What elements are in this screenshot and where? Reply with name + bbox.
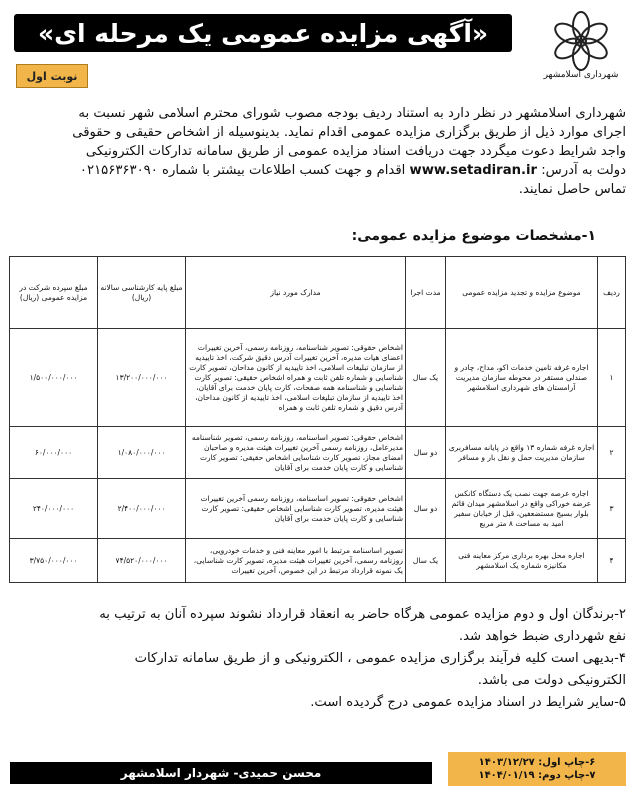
table-row bbox=[10, 329, 626, 427]
col-header-docs: مدارک مورد نیاز bbox=[186, 257, 406, 329]
col-header-deposit: مبلغ سپرده شرکت در مزایده عمومی (ریال) bbox=[10, 257, 98, 329]
municipality-logo bbox=[536, 8, 626, 92]
cell-base-price: ۲/۴۰۰/۰۰۰/۰۰۰ bbox=[98, 479, 186, 539]
table-row bbox=[10, 539, 626, 583]
cell-base-price: ۱۳/۲۰۰/۰۰۰/۰۰۰ bbox=[98, 329, 186, 427]
intro-line-address bbox=[10, 161, 626, 180]
cell-docs: اشخاص حقوقی: تصویر اساسنامه، روزنامه رسمی آخرین تغییرات هیئت مدیره، تصویر کارت شناسایی اشخاص حقیقی: تصویر کارت شناسایی و کارت پایان خدمت برای آقایان bbox=[186, 479, 406, 539]
intro-paragraph bbox=[10, 104, 626, 199]
intro-line: اجرای موارد ذیل از طریق برگزاری مزایده عمومی اقدام نماید. بدینوسیله از اشخاص حقیقی و حقوقی bbox=[72, 125, 626, 140]
cell-docs: تصویر اساسنامه مرتبط با امور معاینه فنی و خدمات خودرویی، روزنامه رسمی، آخرین تغییرات هیئت مدیره، تصویر کارت شناسایی، یک نمونه قرارداد مرتبط در این خصوص، آخرین تغییرات bbox=[186, 539, 406, 583]
col-header-duration: مدت اجرا bbox=[406, 257, 446, 329]
mayor-signature: محسن حمیدی- شهردار اسلامشهر bbox=[10, 762, 432, 784]
cell-row-no: ۱ bbox=[598, 329, 626, 427]
intro-line: شهرداری اسلامشهر در نظر دارد به استناد ردیف بودجه مصوب شورای محترم اسلامی شهر نسبت به bbox=[78, 106, 626, 121]
cell-subject: اجاره محل بهره برداری مرکز معاینه فنی مکانیزه شماره یک اسلامشهر bbox=[446, 539, 598, 583]
header bbox=[6, 6, 630, 94]
cell-docs: اشخاص حقوقی: تصویر شناسنامه، روزنامه رسمی، آخرین تغییرات اعضای هیات مدیره، آخرین تغییرات آدرس دقیق شرکت، اخذ تاییدیه از سازمان تبلیغات اسلامی، اخذ تاییدیه از کانون مداحان، تصویر کارت شناسایی و شماره تلفن ثابت و همراه اشخاص حقیقی: تصویر کارت شناسایی و شناسنامه همه صفحات، کارت پایان خدمت برای آقایان، اخذ تاییدیه از سازمان تبلیغات اسلامی، اخذ تاییدیه از کانون مداحان، آدرس دقیق و شماره تلفن ثابت و همراه bbox=[186, 329, 406, 427]
notes-section bbox=[10, 604, 626, 714]
col-header-base-price: مبلغ پایه کارشناسی سالانه (ریال) bbox=[98, 257, 186, 329]
note-line: ۵-سایر شرایط در اسناد مزایده عمومی درج گردیده است. bbox=[310, 695, 626, 710]
intro-text: اقدام و جهت کسب اطلاعات بیشتر با شماره bbox=[162, 163, 406, 178]
logo-text: شهرداری اسلامشهر bbox=[543, 70, 619, 80]
intro-line: واجد شرایط دعوت میگردد جهت دریافت اسناد مزایده عمومی از طریق سامانه تدارکات الکترونیکی bbox=[85, 144, 626, 159]
cell-duration: یک سال bbox=[406, 329, 446, 427]
col-header-row-no: ردیف bbox=[598, 257, 626, 329]
cell-deposit: ۱/۵۰۰/۰۰۰/۰۰۰ bbox=[10, 329, 98, 427]
cell-docs: اشخاص حقوقی: تصویر اساسنامه، روزنامه رسمی، تصویر شناسنامه مدیرعامل، روزنامه رسمی آخرین تغییرات هیئت مدیره و صاحبان امضای مجاز، تصویر کارت شناسایی اشخاص حقیقی: تصویر کارت شناسایی و کارت پایان خدمت برای آقایان bbox=[186, 427, 406, 479]
cell-duration: یک سال bbox=[406, 539, 446, 583]
auction-table bbox=[9, 256, 626, 583]
auction-table-wrap bbox=[10, 256, 626, 583]
table-header-row bbox=[10, 257, 626, 329]
flower-logo-icon bbox=[546, 8, 616, 74]
col-header-subject: موضوع مزایده و تجدید مزایده عمومی bbox=[446, 257, 598, 329]
round-badge: نوبت اول bbox=[16, 64, 88, 88]
intro-text: دولت به آدرس: bbox=[541, 163, 626, 178]
cell-row-no: ۳ bbox=[598, 479, 626, 539]
section-title: ۱-مشخصات موضوع مزایده عمومی: bbox=[351, 228, 596, 244]
cell-duration: دو سال bbox=[406, 427, 446, 479]
setad-url-link[interactable]: www.setadiran.ir bbox=[409, 163, 538, 178]
table-row bbox=[10, 479, 626, 539]
note-line: الکترونیکی دولت می باشد. bbox=[477, 673, 626, 688]
cell-deposit: ۳/۷۵۰/۰۰۰/۰۰۰ bbox=[10, 539, 98, 583]
cell-row-no: ۴ bbox=[598, 539, 626, 583]
intro-line: تماس حاصل نمایند. bbox=[518, 182, 626, 197]
note-line: نفع شهرداری ضبط خواهد شد. bbox=[458, 629, 626, 644]
cell-subject: اجاره غرفه تامین خدمات اکو، مداح، چادر و صندلی مستقر در محوطه سازمان مدیریت آرامستان های شهرداری اسلامشهر bbox=[446, 329, 598, 427]
publication-dates bbox=[448, 752, 626, 786]
first-print-date: ۶-چاپ اول: ۱۴۰۳/۱۲/۲۷ bbox=[478, 757, 596, 768]
notice-title: «آگهی مزایده عمومی یک مرحله ای» bbox=[14, 14, 512, 52]
phone-number: ۰۲۱۵۶۳۶۳۰۹۰ bbox=[79, 163, 158, 178]
cell-subject: اجاره غرفه شماره ۱۳ واقع در پایانه مسافربری سازمان مدیریت حمل و نقل بار و مسافر bbox=[446, 427, 598, 479]
cell-deposit: ۶۰/۰۰۰/۰۰۰ bbox=[10, 427, 98, 479]
cell-duration: دو سال bbox=[406, 479, 446, 539]
cell-base-price: ۷۴/۵۲۰/۰۰۰/۰۰۰ bbox=[98, 539, 186, 583]
note-line: ۲-برندگان اول و دوم مزایده عمومی هرگاه حاضر به انعقاد قرارداد نشوند سپرده آنان به ترتیب به bbox=[99, 607, 626, 622]
cell-subject: اجاره عرصه جهت نصب یک دستگاه کانکس عرضه خوراکی واقع در اسلامشهر میدان قائم بلوار بسیج مستضعفین، قبل از خیابان سفیر امید به مساحت ۸ متر مربع bbox=[446, 479, 598, 539]
table-row bbox=[10, 427, 626, 479]
cell-row-no: ۲ bbox=[598, 427, 626, 479]
cell-base-price: ۱/۰۸۰/۰۰۰/۰۰۰ bbox=[98, 427, 186, 479]
note-line: ۴-بدیهی است کلیه فرآیند برگزاری مزایده عمومی ، الکترونیکی و از طریق سامانه تدارکات bbox=[134, 651, 626, 666]
cell-deposit: ۲۴۰/۰۰۰/۰۰۰ bbox=[10, 479, 98, 539]
second-print-date: ۷-چاپ دوم: ۱۴۰۴/۰۱/۱۹ bbox=[478, 770, 596, 781]
